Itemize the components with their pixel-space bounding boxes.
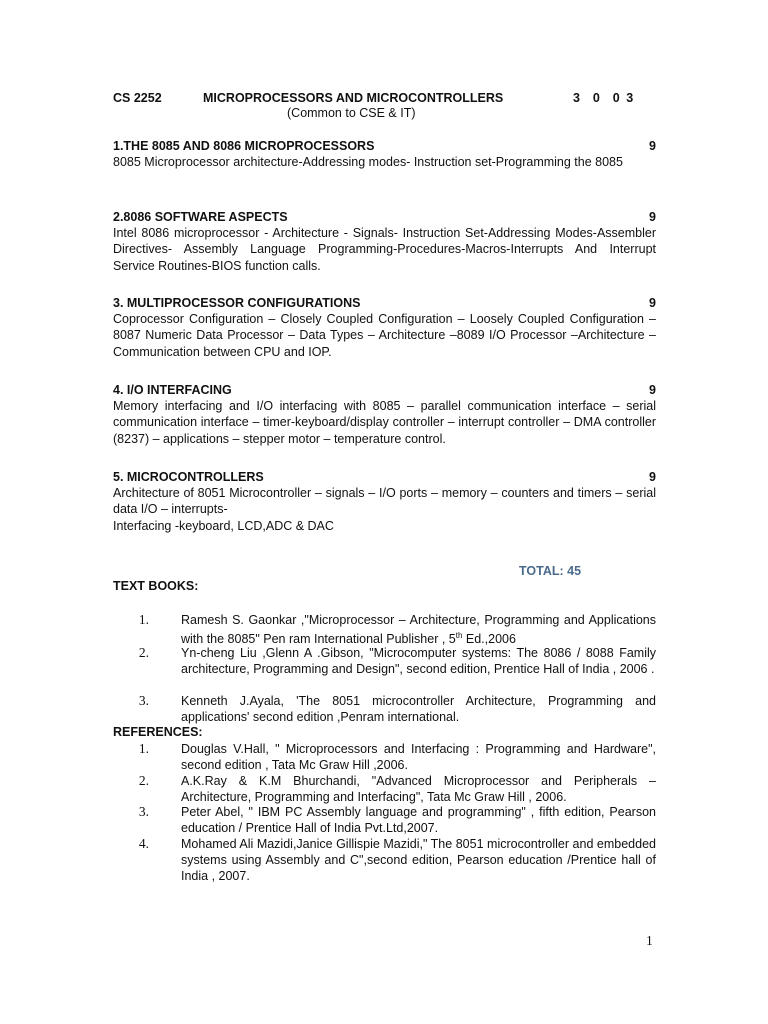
unit-hours: 9 (649, 296, 656, 310)
course-header (113, 91, 658, 107)
unit-heading: 5. MICROCONTROLLERS (113, 470, 264, 484)
course-title: MICROPROCESSORS AND MICROCONTROLLERS (203, 91, 504, 105)
item-text-end: Ed.,2006 (462, 632, 516, 647)
unit-hours: 9 (649, 383, 656, 397)
unit-hours: 9 (649, 210, 656, 224)
unit-3 (113, 295, 656, 360)
item-text-sup: th (455, 631, 463, 641)
item-number: 2. (138, 645, 149, 660)
item-text: Ramesh S. Gaonkar ,"Microprocessor – Architecture, Programming and Applications with the 8085" Pen ram International Publisher , 5 (181, 613, 656, 647)
text-book-item (113, 693, 656, 725)
course-code: CS 2252 (113, 91, 162, 105)
item-text: Mohamed Ali Mazidi,Janice Gillispie Mazidi," The 8051 microcontroller and embedded systems using Assembly and C",second edition, Pearson education /Prentice hall of India , 2007. (181, 837, 656, 884)
unit-body: Coprocessor Configuration – Closely Coupled Configuration – Loosely Coupled Configuration –8087 Numeric Data Processor – Data Types – Architecture –8089 I/O Processor –Architecture –Communication between CPU and IOP. (113, 312, 656, 359)
text-book-item (113, 612, 656, 648)
text-book-item (113, 645, 656, 677)
unit-hours: 9 (649, 470, 656, 484)
item-text: A.K.Ray & K.M Bhurchandi, "Advanced Microprocessor and Peripherals – Architecture, Programming and Interfacing", Tata Mc Graw Hill , 2006. (181, 774, 656, 805)
unit-body: Memory interfacing and I/O interfacing with 8085 – parallel communication interface – serial communication interface – timer-keyboard/display controller – interrupt controller – DMA controller (8237) – applications – stepper motor – temperature control. (113, 399, 656, 446)
reference-item (113, 836, 656, 885)
unit-heading: 1.THE 8085 AND 8086 MICROPROCESSORS (113, 139, 375, 153)
page-number: 1 (646, 933, 653, 948)
reference-item (113, 741, 656, 773)
unit-1 (113, 138, 656, 170)
item-text: Douglas V.Hall, " Microprocessors and Interfacing : Programming and Hardware", second edition , Tata Mc Graw Hill ,2006. (181, 742, 656, 773)
total-hours: TOTAL: 45 (519, 564, 582, 578)
item-number: 1. (138, 741, 149, 756)
unit-4 (113, 382, 656, 447)
unit-heading: 2.8086 SOFTWARE ASPECTS (113, 210, 288, 224)
item-text: Peter Abel, " IBM PC Assembly language and programming" , fifth edition, Pearson education / Prentice Hall of India Pvt.Ltd,2007. (181, 805, 656, 836)
item-number: 1. (138, 612, 149, 627)
unit-body: 8085 Microprocessor architecture-Addressing modes- Instruction set-Programming the 8085 (113, 155, 623, 170)
item-number: 4. (138, 836, 149, 851)
course-credits: 3 0 0 3 (573, 91, 634, 105)
course-subtitle: (Common to CSE & IT) (287, 106, 416, 120)
unit-heading: 3. MULTIPROCESSOR CONFIGURATIONS (113, 296, 361, 310)
item-number: 2. (138, 773, 149, 788)
reference-item (113, 804, 656, 836)
item-number: 3. (138, 804, 149, 819)
item-text: Yn-cheng Liu ,Glenn A .Gibson, "Microcomputer systems: The 8086 / 8088 Family architecture, Programming and Design", second edition, Prentice Hall of India , 2006 . (181, 646, 656, 677)
unit-2 (113, 209, 656, 274)
item-number: 3. (138, 693, 149, 708)
unit-5 (113, 469, 656, 534)
unit-body: Architecture of 8051 Microcontroller – signals – I/O ports – memory – counters and timers – serial data I/O – interrupts- (113, 486, 656, 517)
reference-item (113, 773, 656, 805)
unit-hours: 9 (649, 139, 656, 153)
text-books-title: TEXT BOOKS: (113, 579, 199, 593)
unit-body-extra: Interfacing -keyboard, LCD,ADC & DAC (113, 518, 334, 533)
references-title: REFERENCES: (113, 725, 203, 739)
unit-heading: 4. I/O INTERFACING (113, 383, 232, 397)
unit-body: Intel 8086 microprocessor - Architecture - Signals- Instruction Set-Addressing Modes-Assembler Directives- Assembly Language Programming-Procedures-Macros-Interrupts And Interrupt Service Routines-BIOS function calls. (113, 226, 656, 273)
item-text: Kenneth J.Ayala, 'The 8051 microcontroller Architecture, Programming and applications' second edition ,Penram international. (181, 694, 656, 725)
